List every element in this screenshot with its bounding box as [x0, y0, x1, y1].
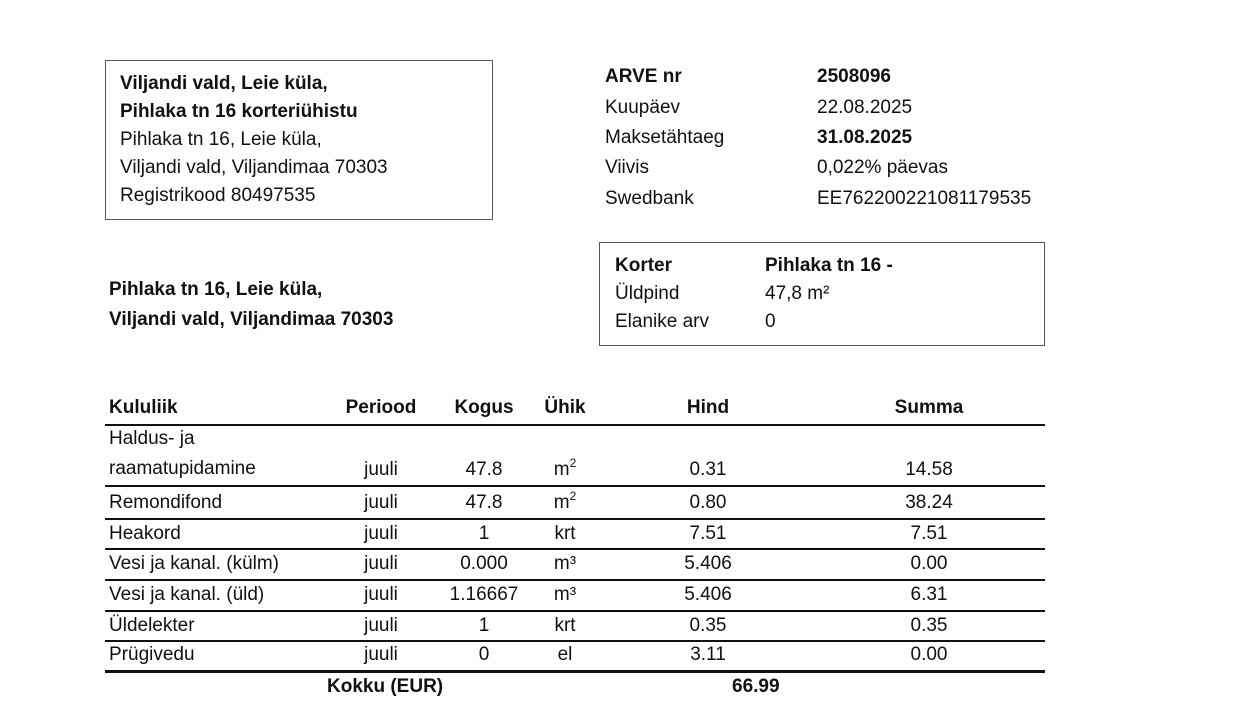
row-period: juuli: [364, 584, 398, 605]
row-name-part1: Haldus- ja: [109, 428, 195, 449]
invoice-date-value: 22.08.2025: [817, 97, 913, 118]
row-unit: [535, 456, 595, 481]
unit-text: m: [553, 492, 570, 513]
row-name-part2: raamatupidamine: [109, 458, 256, 479]
row-price: 3.11: [690, 644, 726, 665]
invoice-penalty-value: 0,022% päevas: [817, 157, 948, 178]
table-rule: [105, 640, 1045, 642]
unit-superscript: 2: [569, 456, 577, 470]
row-name: Remondifond: [109, 492, 223, 513]
sender-box: [105, 60, 493, 220]
invoice-bank-label: Swedbank: [605, 188, 694, 209]
row-unit: el: [557, 644, 573, 665]
row-qty: 1: [478, 523, 490, 544]
sender-address-line2: Viljandi vald, Viljandimaa 70303: [120, 157, 388, 178]
sender-address-line1: Pihlaka tn 16, Leie küla,: [120, 129, 322, 150]
table-rule: [105, 548, 1045, 550]
apartment-box: [599, 242, 1045, 346]
row-unit: [535, 489, 595, 514]
residents-label: Elanike arv: [615, 311, 709, 332]
table-rule: [105, 424, 1045, 426]
row-unit: krt: [554, 615, 576, 636]
row-qty: 0.000: [460, 553, 508, 574]
row-qty: 47.8: [465, 492, 503, 513]
header-qty: Kogus: [454, 397, 514, 418]
row-unit: krt: [554, 523, 576, 544]
row-price: 5.406: [684, 553, 732, 574]
row-name: Vesi ja kanal. (külm): [109, 553, 280, 574]
row-qty: 1: [478, 615, 490, 636]
header-type: Kululiik: [109, 397, 178, 418]
row-period: juuli: [364, 615, 398, 636]
row-name: Prügivedu: [109, 644, 195, 665]
unit-superscript: 2: [569, 489, 577, 503]
row-period: juuli: [364, 459, 398, 480]
sender-regcode: Registrikood 80497535: [120, 185, 316, 206]
table-rule: [105, 518, 1045, 520]
invoice-date-label: Kuupäev: [605, 97, 681, 118]
row-qty: 0: [478, 644, 490, 665]
row-price: 7.51: [689, 523, 727, 544]
table-rule: [105, 485, 1045, 487]
row-unit: m³: [553, 553, 577, 574]
sender-name-line2: Pihlaka tn 16 korteriühistu: [120, 101, 358, 122]
row-period: juuli: [364, 492, 398, 513]
row-sum: 14.58: [905, 459, 953, 480]
row-price: 0.35: [689, 615, 727, 636]
row-period: juuli: [364, 523, 398, 544]
area-label: Üldpind: [615, 283, 680, 304]
invoice-due-value: 31.08.2025: [817, 127, 913, 148]
invoice-bank-value: EE762200221081179535: [817, 188, 1032, 209]
sender-name-line1: Viljandi vald, Leie küla,: [120, 73, 328, 94]
unit-text: m: [553, 459, 570, 480]
row-sum: 0.00: [910, 644, 948, 665]
residents-value: 0: [765, 311, 776, 332]
header-period: Periood: [345, 397, 417, 418]
invoice-due-label: Maksetähtaeg: [605, 127, 725, 148]
table-rule-bottom: [105, 670, 1045, 673]
row-unit: m³: [553, 584, 577, 605]
table-rule: [105, 610, 1045, 612]
row-price: 0.80: [689, 492, 727, 513]
row-name: Heakord: [109, 523, 181, 544]
invoice-penalty-label: Viivis: [605, 157, 649, 178]
row-price: 5.406: [684, 584, 732, 605]
row-sum: 0.00: [910, 553, 948, 574]
row-sum: 38.24: [905, 492, 953, 513]
table-rule: [105, 579, 1045, 581]
row-price: 0.31: [689, 459, 727, 480]
row-qty: 1.16667: [449, 584, 519, 605]
apartment-label: Korter: [615, 255, 673, 276]
header-unit: Ühik: [544, 397, 586, 418]
header-price: Hind: [686, 397, 730, 418]
total-value: 66.99: [732, 676, 780, 697]
row-qty: 47.8: [465, 459, 503, 480]
invoice-number-value: 2508096: [817, 66, 891, 87]
invoice-number-label: ARVE nr: [605, 66, 682, 87]
row-sum: 7.51: [910, 523, 948, 544]
row-period: juuli: [364, 644, 398, 665]
row-name: Vesi ja kanal. (üld): [109, 584, 265, 605]
apartment-value: Pihlaka tn 16 -: [765, 255, 893, 276]
total-label: Kokku (EUR): [327, 676, 444, 697]
header-sum: Summa: [894, 397, 964, 418]
row-sum: 6.31: [910, 584, 948, 605]
row-sum: 0.35: [910, 615, 948, 636]
row-period: juuli: [364, 553, 398, 574]
area-value: 47,8 m²: [765, 283, 830, 304]
recipient-line1: Pihlaka tn 16, Leie küla,: [109, 279, 323, 300]
recipient-line2: Viljandi vald, Viljandimaa 70303: [109, 309, 394, 330]
row-name: Üldelekter: [109, 615, 195, 636]
